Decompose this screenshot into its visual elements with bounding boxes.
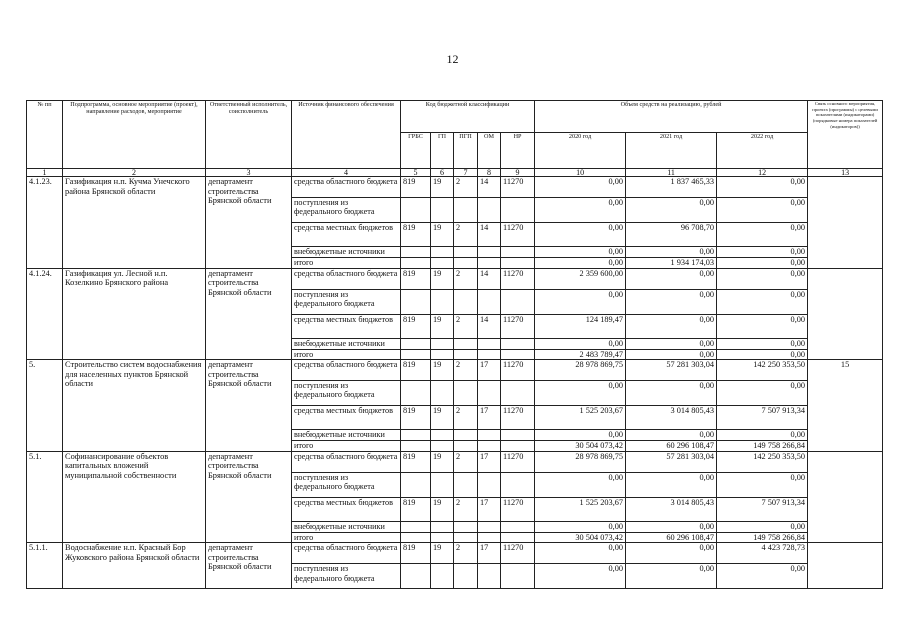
code-om: 17: [478, 451, 501, 472]
header-nr: НР: [501, 133, 535, 169]
amount-2022: 7 507 913,34: [717, 406, 808, 430]
header-no: № пп: [27, 101, 63, 169]
amount-2021: 60 296 108,47: [626, 441, 717, 452]
code-pgp: [454, 258, 478, 269]
funding-source: поступления из федерального бюджета: [292, 381, 401, 406]
code-nr: 11270: [501, 451, 535, 472]
executor: департамент строительства Брянской области: [206, 451, 292, 543]
amount-2020: 0,00: [535, 381, 626, 406]
code-om: 17: [478, 406, 501, 430]
code-om: [478, 258, 501, 269]
code-gp: [431, 338, 454, 349]
code-gp: 19: [431, 360, 454, 381]
code-grbs: 819: [401, 497, 431, 521]
code-gp: 19: [431, 223, 454, 247]
column-number: 4: [292, 169, 401, 177]
code-om: [478, 381, 501, 406]
header-pgp: ПГП: [454, 133, 478, 169]
header-year-2022: 2022 год: [717, 133, 808, 169]
amount-2020: 1 525 203,67: [535, 497, 626, 521]
code-pgp: [454, 349, 478, 360]
amount-2021: 57 281 303,04: [626, 360, 717, 381]
amount-2020: 0,00: [535, 223, 626, 247]
code-om: [478, 521, 501, 532]
amount-2021: 60 296 108,47: [626, 532, 717, 543]
column-number: 10: [535, 169, 626, 177]
code-nr: [501, 472, 535, 497]
code-grbs: 819: [401, 406, 431, 430]
header-program: Подпрограмма, основное мероприятие (проект), направление расходов, мероприятие: [63, 101, 206, 169]
code-pgp: [454, 441, 478, 452]
code-nr: 11270: [501, 268, 535, 289]
funding-source: средства местных бюджетов: [292, 314, 401, 338]
amount-2021: 3 014 805,43: [626, 497, 717, 521]
code-pgp: [454, 564, 478, 589]
executor: департамент строительства Брянской области: [206, 268, 292, 360]
indicator-link: [808, 177, 883, 269]
amount-2021: 0,00: [626, 268, 717, 289]
code-om: 14: [478, 223, 501, 247]
code-pgp: 2: [454, 451, 478, 472]
header-volumes: Объем средств на реализацию, рублей: [535, 101, 808, 133]
column-number: 5: [401, 169, 431, 177]
table-row: [27, 360, 883, 381]
column-number: 9: [501, 169, 535, 177]
amount-2022: 0,00: [717, 289, 808, 314]
indicator-link: 15: [808, 360, 883, 452]
code-nr: [501, 521, 535, 532]
funding-source: внебюджетные источники: [292, 430, 401, 441]
code-grbs: [401, 338, 431, 349]
executor: департамент строительства Брянской области: [206, 543, 292, 589]
code-pgp: 2: [454, 497, 478, 521]
amount-2022: 0,00: [717, 314, 808, 338]
code-grbs: 819: [401, 177, 431, 198]
code-pgp: [454, 472, 478, 497]
code-gp: 19: [431, 451, 454, 472]
amount-2020: 0,00: [535, 472, 626, 497]
code-pgp: [454, 338, 478, 349]
row-number: 5.1.: [27, 451, 63, 543]
code-grbs: [401, 247, 431, 258]
code-nr: [501, 430, 535, 441]
amount-2021: 0,00: [626, 472, 717, 497]
code-pgp: [454, 430, 478, 441]
code-gp: [431, 198, 454, 223]
amount-2021: 57 281 303,04: [626, 451, 717, 472]
code-om: [478, 349, 501, 360]
code-nr: [501, 532, 535, 543]
funding-source: средства областного бюджета: [292, 268, 401, 289]
amount-2020: 0,00: [535, 258, 626, 269]
amount-2020: 30 504 073,42: [535, 532, 626, 543]
code-nr: 11270: [501, 406, 535, 430]
amount-2021: 1 934 174,03: [626, 258, 717, 269]
amount-2021: 0,00: [626, 430, 717, 441]
funding-source: итого: [292, 532, 401, 543]
code-pgp: 2: [454, 360, 478, 381]
code-nr: [501, 198, 535, 223]
code-grbs: [401, 532, 431, 543]
code-pgp: [454, 198, 478, 223]
amount-2020: 30 504 073,42: [535, 441, 626, 452]
code-om: 14: [478, 268, 501, 289]
code-nr: [501, 441, 535, 452]
table-body: [27, 169, 883, 589]
funding-source: итого: [292, 349, 401, 360]
row-number: 4.1.23.: [27, 177, 63, 269]
code-pgp: [454, 521, 478, 532]
column-number-row: [27, 169, 883, 177]
amount-2022: 0,00: [717, 381, 808, 406]
amount-2022: 0,00: [717, 349, 808, 360]
header-link: Связь основного мероприятия, проекта (программы) с целевыми показателями (индикаторами) (порядковые номера показателей (индикаторов)): [808, 101, 883, 169]
code-pgp: 2: [454, 543, 478, 564]
code-om: [478, 472, 501, 497]
funding-source: внебюджетные источники: [292, 521, 401, 532]
code-grbs: [401, 441, 431, 452]
funding-source: средства местных бюджетов: [292, 406, 401, 430]
code-nr: 11270: [501, 497, 535, 521]
code-grbs: 819: [401, 268, 431, 289]
column-number: 12: [717, 169, 808, 177]
amount-2020: 0,00: [535, 543, 626, 564]
code-grbs: 819: [401, 543, 431, 564]
code-om: 17: [478, 543, 501, 564]
code-nr: 11270: [501, 543, 535, 564]
amount-2020: 28 978 869,75: [535, 360, 626, 381]
amount-2021: 0,00: [626, 314, 717, 338]
code-grbs: 819: [401, 223, 431, 247]
page-number: 12: [446, 52, 459, 66]
amount-2022: 0,00: [717, 338, 808, 349]
code-pgp: 2: [454, 314, 478, 338]
amount-2021: 0,00: [626, 381, 717, 406]
amount-2022: 7 507 913,34: [717, 497, 808, 521]
code-grbs: [401, 258, 431, 269]
column-number: 1: [27, 169, 63, 177]
header-source: Источник финансового обеспечения: [292, 101, 401, 169]
funding-source: средства областного бюджета: [292, 360, 401, 381]
amount-2021: 0,00: [626, 247, 717, 258]
code-pgp: [454, 381, 478, 406]
code-om: 14: [478, 314, 501, 338]
column-number: 7: [454, 169, 478, 177]
table-header: [27, 101, 883, 169]
amount-2022: 149 758 266,84: [717, 441, 808, 452]
code-nr: 11270: [501, 223, 535, 247]
amount-2021: 96 708,70: [626, 223, 717, 247]
code-grbs: [401, 349, 431, 360]
code-nr: 11270: [501, 177, 535, 198]
amount-2020: 0,00: [535, 564, 626, 589]
code-grbs: 819: [401, 360, 431, 381]
funding-source: внебюджетные источники: [292, 247, 401, 258]
table-row: [27, 268, 883, 289]
amount-2022: 0,00: [717, 177, 808, 198]
code-pgp: 2: [454, 177, 478, 198]
amount-2022: 0,00: [717, 564, 808, 589]
code-grbs: [401, 521, 431, 532]
measure-name: Газификация ул. Лесной н.п. Козелкино Брянского района: [63, 268, 206, 360]
code-gp: 19: [431, 177, 454, 198]
code-om: 17: [478, 360, 501, 381]
code-grbs: [401, 472, 431, 497]
code-gp: [431, 381, 454, 406]
funding-source: средства областного бюджета: [292, 177, 401, 198]
header-year-2021: 2021 год: [626, 133, 717, 169]
column-number: 8: [478, 169, 501, 177]
code-om: [478, 532, 501, 543]
amount-2022: 0,00: [717, 198, 808, 223]
column-number: 3: [206, 169, 292, 177]
row-number: 5.1.1.: [27, 543, 63, 589]
header-gp: ГП: [431, 133, 454, 169]
funding-source: средства областного бюджета: [292, 543, 401, 564]
code-grbs: 819: [401, 314, 431, 338]
code-om: 17: [478, 497, 501, 521]
code-gp: [431, 564, 454, 589]
code-om: [478, 198, 501, 223]
amount-2022: 0,00: [717, 247, 808, 258]
funding-source: средства местных бюджетов: [292, 223, 401, 247]
code-pgp: 2: [454, 223, 478, 247]
code-om: [478, 430, 501, 441]
amount-2020: 0,00: [535, 430, 626, 441]
funding-source: итого: [292, 441, 401, 452]
amount-2021: 1 837 465,33: [626, 177, 717, 198]
amount-2020: 2 359 600,00: [535, 268, 626, 289]
amount-2021: 0,00: [626, 349, 717, 360]
code-gp: 19: [431, 543, 454, 564]
amount-2020: 0,00: [535, 338, 626, 349]
code-om: [478, 289, 501, 314]
row-number: 4.1.24.: [27, 268, 63, 360]
code-om: [478, 338, 501, 349]
code-grbs: [401, 381, 431, 406]
code-nr: [501, 258, 535, 269]
code-om: [478, 441, 501, 452]
amount-2020: 2 483 789,47: [535, 349, 626, 360]
table-row: [27, 451, 883, 472]
amount-2020: 124 189,47: [535, 314, 626, 338]
measure-name: Софинансирование объектов капитальных вложений муниципальной собственности: [63, 451, 206, 543]
code-gp: 19: [431, 497, 454, 521]
table-row: [27, 177, 883, 198]
amount-2020: 1 525 203,67: [535, 406, 626, 430]
code-nr: [501, 564, 535, 589]
code-gp: [431, 472, 454, 497]
amount-2022: 0,00: [717, 521, 808, 532]
code-om: 14: [478, 177, 501, 198]
amount-2020: 0,00: [535, 521, 626, 532]
amount-2022: 4 423 728,73: [717, 543, 808, 564]
amount-2022: 142 250 353,50: [717, 451, 808, 472]
code-grbs: [401, 430, 431, 441]
code-pgp: 2: [454, 268, 478, 289]
row-number: 5.: [27, 360, 63, 452]
column-number: 11: [626, 169, 717, 177]
code-om: [478, 564, 501, 589]
funding-source: внебюджетные источники: [292, 338, 401, 349]
code-gp: 19: [431, 268, 454, 289]
amount-2021: 0,00: [626, 198, 717, 223]
code-nr: [501, 289, 535, 314]
amount-2022: 149 758 266,84: [717, 532, 808, 543]
code-pgp: 2: [454, 406, 478, 430]
code-gp: [431, 441, 454, 452]
code-gp: [431, 532, 454, 543]
amount-2020: 0,00: [535, 198, 626, 223]
indicator-link: [808, 268, 883, 360]
funding-source: средства местных бюджетов: [292, 497, 401, 521]
indicator-link: [808, 543, 883, 589]
amount-2022: 0,00: [717, 258, 808, 269]
header-grbs: ГРБС: [401, 133, 431, 169]
header-executor: Ответственный исполнитель, соисполнитель: [206, 101, 292, 169]
executor: департамент строительства Брянской области: [206, 177, 292, 269]
funding-source: поступления из федерального бюджета: [292, 472, 401, 497]
measure-name: Газификация н.п. Кучма Унечского района Брянской области: [63, 177, 206, 269]
code-pgp: [454, 532, 478, 543]
measure-name: Строительство систем водоснабжения для населенных пунктов Брянской области: [63, 360, 206, 452]
code-gp: [431, 521, 454, 532]
code-nr: 11270: [501, 360, 535, 381]
amount-2022: 0,00: [717, 223, 808, 247]
amount-2020: 0,00: [535, 289, 626, 314]
code-gp: [431, 349, 454, 360]
amount-2021: 0,00: [626, 564, 717, 589]
code-pgp: [454, 247, 478, 258]
table-row: [27, 543, 883, 564]
indicator-link: [808, 451, 883, 543]
header-year-2020: 2020 год: [535, 133, 626, 169]
amount-2021: 0,00: [626, 289, 717, 314]
funding-source: поступления из федерального бюджета: [292, 289, 401, 314]
funding-source: поступления из федерального бюджета: [292, 198, 401, 223]
column-number: 6: [431, 169, 454, 177]
amount-2021: 3 014 805,43: [626, 406, 717, 430]
code-gp: [431, 289, 454, 314]
code-grbs: 819: [401, 451, 431, 472]
amount-2022: 0,00: [717, 430, 808, 441]
code-grbs: [401, 564, 431, 589]
code-grbs: [401, 198, 431, 223]
amount-2021: 0,00: [626, 521, 717, 532]
code-nr: 11270: [501, 314, 535, 338]
measure-name: Водоснабжение н.п. Красный Бор Жуковского района Брянской области: [63, 543, 206, 589]
budget-table: [26, 100, 883, 589]
code-gp: [431, 247, 454, 258]
code-gp: 19: [431, 314, 454, 338]
amount-2020: 28 978 869,75: [535, 451, 626, 472]
column-number: 13: [808, 169, 883, 177]
code-nr: [501, 247, 535, 258]
code-nr: [501, 338, 535, 349]
code-gp: [431, 258, 454, 269]
header-bcc: Код бюджетной классификации: [401, 101, 535, 133]
code-om: [478, 247, 501, 258]
amount-2020: 0,00: [535, 247, 626, 258]
funding-source: итого: [292, 258, 401, 269]
code-nr: [501, 349, 535, 360]
funding-source: средства областного бюджета: [292, 451, 401, 472]
amount-2022: 0,00: [717, 472, 808, 497]
amount-2022: 142 250 353,50: [717, 360, 808, 381]
executor: департамент строительства Брянской области: [206, 360, 292, 452]
code-gp: [431, 430, 454, 441]
amount-2022: 0,00: [717, 268, 808, 289]
code-pgp: [454, 289, 478, 314]
column-number: 2: [63, 169, 206, 177]
amount-2021: 0,00: [626, 338, 717, 349]
code-grbs: [401, 289, 431, 314]
amount-2021: 0,00: [626, 543, 717, 564]
amount-2020: 0,00: [535, 177, 626, 198]
header-om: ОМ: [478, 133, 501, 169]
funding-source: поступления из федерального бюджета: [292, 564, 401, 589]
code-nr: [501, 381, 535, 406]
code-gp: 19: [431, 406, 454, 430]
